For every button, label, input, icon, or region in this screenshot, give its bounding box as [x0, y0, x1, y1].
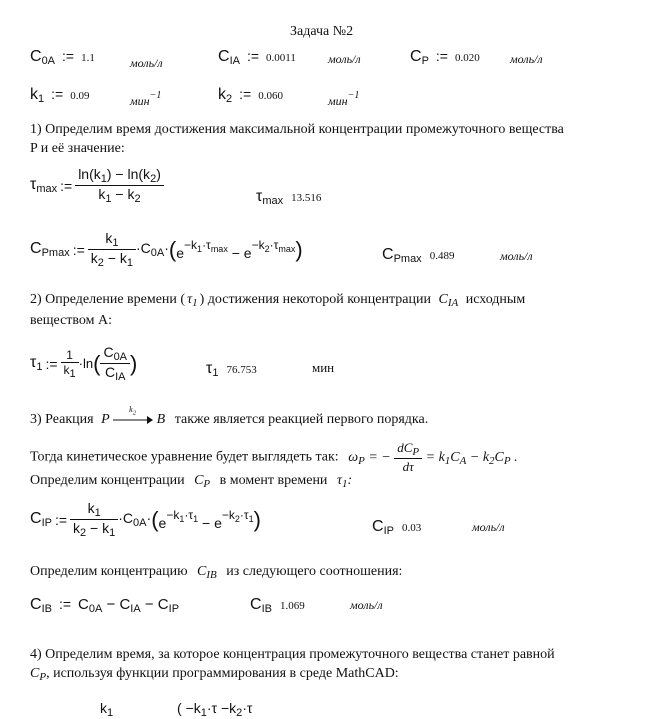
cpmax-formula: $C_{Pmax}$ := $\frac{k_1}{k_2 - k_1}$ $\cdot C_{0A}\cdot$ ( $e-k_1\cdot\tau_{max} - e-k_2\cdot\tau_{max}$ ) — [30, 230, 303, 269]
section4-heading-line1: 4) Определим время, за которое концентрация промежуточного вещества станет равной — [30, 647, 555, 662]
cip-unit: моль/л — [472, 520, 505, 534]
k1-unit: мин$^{-1}$ — [130, 90, 162, 108]
k2-unit: мин$^{-1}$ — [328, 90, 360, 108]
k2-value: 0.060 — [258, 90, 283, 102]
section4-heading-line2: $C_P$, используя функции программирования в среде MathCAD: — [30, 666, 399, 683]
cpmax-unit: моль/л — [500, 249, 533, 263]
param-cp — [410, 48, 480, 67]
param-k1 — [30, 86, 89, 105]
define-operator: := — [435, 48, 448, 64]
section1-heading-line2: P и её значение: — [30, 141, 125, 156]
cp-value: 0.020 — [454, 52, 480, 64]
section1-heading-line1: 1) Определим время достижения максимальной концентрации промежуточного вещества — [30, 122, 564, 137]
cpmax-result: $C_{Pmax}$ 0.489 — [382, 246, 455, 265]
reaction-arrow: $k_2$ — [113, 413, 153, 423]
cia-value: 0.0011 — [266, 52, 296, 64]
tau-max-result: $\tau_{max}$ 13.516 — [256, 188, 322, 207]
cia-unit: моль/л — [328, 52, 361, 66]
tau1-formula: $\tau_1$ := $\frac{1}{k_1}$ ·ln ( $\frac{C_{0A}}{C_{IA}}$ ) — [30, 344, 138, 383]
tau-max-formula: $\tau_{max}$ := $\frac{\ln(k_1) - \ln(k_2)}{k_1 - k_2}$ — [30, 166, 164, 205]
k1-value: 0.09 — [70, 90, 90, 102]
tau-max-symbol: $\tau_{max}$ — [30, 176, 58, 195]
cib-unit: моль/л — [350, 598, 383, 612]
c0a-value: 1.1 — [81, 52, 95, 64]
tau1-unit: мин — [312, 360, 335, 375]
cp-unit: моль/л — [510, 52, 543, 66]
define-operator: := — [246, 48, 260, 64]
tau-max-fraction: $\frac{\ln(k_1) - \ln(k_2)}{k_1 - k_2}$ — [75, 166, 164, 205]
cip-result: $C_{IP}$ 0.03 — [372, 518, 422, 537]
k1-symbol: $k_1$ — [30, 86, 45, 105]
param-cia — [218, 48, 296, 67]
partial-formula-cutoff: $k_1$ ( $-k_1\cdot\tau -k_2\cdot\tau$ — [100, 700, 253, 719]
section2-heading-line2: веществом A: — [30, 313, 113, 328]
conc-line: Определим концентрации $C_P$ в момент времени $\tau_1$: — [30, 473, 353, 490]
c0a-unit: моль/л — [130, 56, 163, 70]
section3-reaction-line: 3) Реакция P $k_2$ B также является реакцией первого порядка. — [30, 405, 429, 427]
cia-symbol: $C_{IA}$ — [218, 48, 240, 67]
k2-symbol: $k_2$ — [218, 86, 233, 105]
param-c0a — [30, 48, 95, 67]
define-operator: := — [62, 48, 75, 64]
page-title: Задача №2 — [290, 24, 354, 39]
cib-formula: $C_{IB}$ := $C_{0A} - C_{IA} - C_{IP}$ — [30, 596, 180, 615]
kinetic-equation: $\omega_P$ = − — [348, 449, 391, 467]
cib-line: Определим концентрацию $C_{IB}$ из следующего соотношения: — [30, 564, 403, 581]
kinetic-line: Тогда кинетическое уравнение будет выглядеть так: $\omega_P$ = − $\frac{dC_P}{d\tau}$ = $k_1C_A - k_2C_P$ . — [30, 440, 518, 474]
section2-heading-line1: 2) Определение времени ( $\tau_1$ ) достижения некоторой концентрации $C_{IA}$ исходным — [30, 292, 526, 309]
define-operator: := — [51, 86, 64, 102]
cip-formula: $C_{IP}$ := $\frac{k_1}{k_2 - k_1}$ $\cdot C_{0A}\cdot$ ( $e-k_1\cdot\tau_1 - e-k_2\cdot\tau_1$ ) — [30, 500, 261, 539]
param-k2 — [218, 86, 283, 105]
define-operator: := — [239, 86, 252, 102]
cib-result: $C_{IB}$ 1.069 — [250, 596, 305, 615]
c0a-symbol: $C_{0A}$ — [30, 48, 56, 67]
cp-symbol: $C_P$ — [410, 48, 429, 67]
tau1-result: $\tau_1$ 76.753 — [206, 360, 257, 379]
